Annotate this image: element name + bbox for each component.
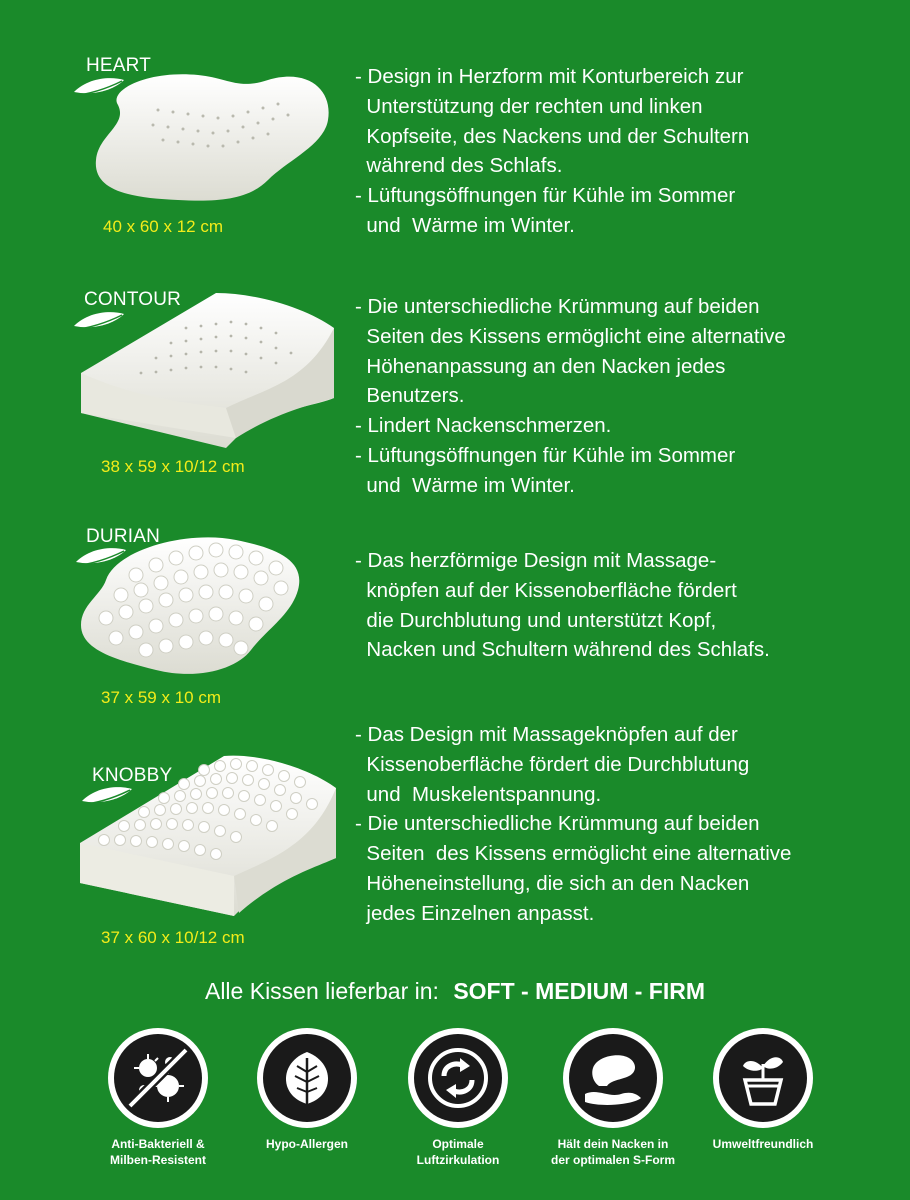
leaf-icon (257, 1028, 357, 1128)
description-line: - Design in Herzform mit Konturbereich zur (355, 65, 744, 88)
description-line: Kissenoberfläche fördert die Durchblutung (355, 752, 750, 776)
contour-pillow-image (76, 288, 346, 458)
product-size: 37 x 59 x 10 cm (101, 688, 222, 707)
product-description (355, 546, 855, 665)
description-line: während des Schlafs. (355, 154, 563, 178)
feature-label (83, 1136, 233, 1168)
feature-eco-friendly (688, 1028, 838, 1152)
feature-label-line: Luftzirkulation (416, 1153, 500, 1167)
description-line: Unterstützung der rechten und linken (355, 94, 703, 118)
description-line: - Lüftungsöffnungen für Kühle im Sommer (355, 443, 736, 467)
description-line: Höheneinstellung, die sich an den Nacken (355, 871, 750, 895)
description-line: Nacken und Schultern während des Schlafs. (355, 638, 770, 662)
description-line: und Wärme im Winter. (355, 473, 575, 497)
product-description (355, 292, 855, 501)
description-line: - Lindert Nackenschmerzen. (355, 414, 612, 438)
feature-label-line: Hält dein Nacken in (557, 1137, 669, 1151)
description-line: - Das Design mit Massageknöpfen auf der (355, 723, 738, 746)
product-name: CONTOUR (84, 289, 182, 310)
description-line: jedes Einzelnen anpasst. (355, 901, 595, 925)
no-bacteria-icon (108, 1028, 208, 1128)
air-circulation-icon (408, 1028, 508, 1128)
description-line: Benutzers. (355, 384, 465, 408)
description-line: - Die unterschiedliche Krümmung auf beiden (355, 812, 760, 836)
description-line: Seiten des Kissens ermöglicht eine alternative (355, 842, 792, 866)
feature-label-line: Anti-Bakteriell & (111, 1137, 205, 1151)
feature-label-line: Umweltfreundlich (712, 1137, 814, 1151)
availability-prefix: Alle Kissen lieferbar in: (204, 978, 439, 1004)
feature-neck-support (538, 1028, 688, 1168)
product-name: HEART (86, 55, 152, 76)
product-name: KNOBBY (92, 765, 173, 786)
product-description (355, 62, 855, 241)
feature-air-circulation (383, 1028, 533, 1168)
description-line: Kopfseite, des Nackens und der Schultern (355, 124, 750, 148)
description-line: Höhenanpassung an den Nacken jedes (355, 354, 726, 378)
description-line: - Lüftungsöffnungen für Kühle im Sommer (355, 184, 736, 208)
feature-label (688, 1136, 838, 1152)
description-line: und Wärme im Winter. (355, 213, 575, 237)
product-description (355, 720, 855, 929)
product-size: 38 x 59 x 10/12 cm (101, 457, 245, 476)
description-line: - Die unterschiedliche Krümmung auf beiden (355, 295, 760, 318)
availability-line (0, 978, 910, 1005)
product-size: 37 x 60 x 10/12 cm (101, 928, 245, 947)
description-line: Seiten des Kissens ermöglicht eine alternative (355, 324, 786, 348)
description-line: - Das herzförmige Design mit Massage- (355, 549, 717, 572)
feature-label-line: Milben-Resistent (109, 1153, 206, 1167)
plant-pot-icon (713, 1028, 813, 1128)
feature-anti-bacterial (83, 1028, 233, 1168)
description-line: die Durchblutung und unterstützt Kopf, (355, 608, 717, 632)
availability-grades: SOFT - MEDIUM - FIRM (453, 978, 706, 1004)
durian-pillow-image (76, 520, 316, 685)
description-line: knöpfen auf der Kissenoberfläche fördert (355, 578, 737, 602)
feature-label (383, 1136, 533, 1168)
feature-label-line: der optimalen S-Form (550, 1153, 675, 1167)
heart-pillow-image (88, 50, 338, 210)
feature-label-line: Optimale (432, 1137, 484, 1151)
feature-hypo-allergen (232, 1028, 382, 1152)
feature-label (232, 1136, 382, 1152)
feature-label-line: Hypo-Allergen (265, 1137, 348, 1151)
knobby-pillow-image (74, 748, 344, 923)
description-line: und Muskelentspannung. (355, 782, 602, 806)
product-size: 40 x 60 x 12 cm (103, 217, 224, 236)
product-name: DURIAN (86, 526, 161, 547)
feature-label (538, 1136, 688, 1168)
neck-support-icon (563, 1028, 663, 1128)
